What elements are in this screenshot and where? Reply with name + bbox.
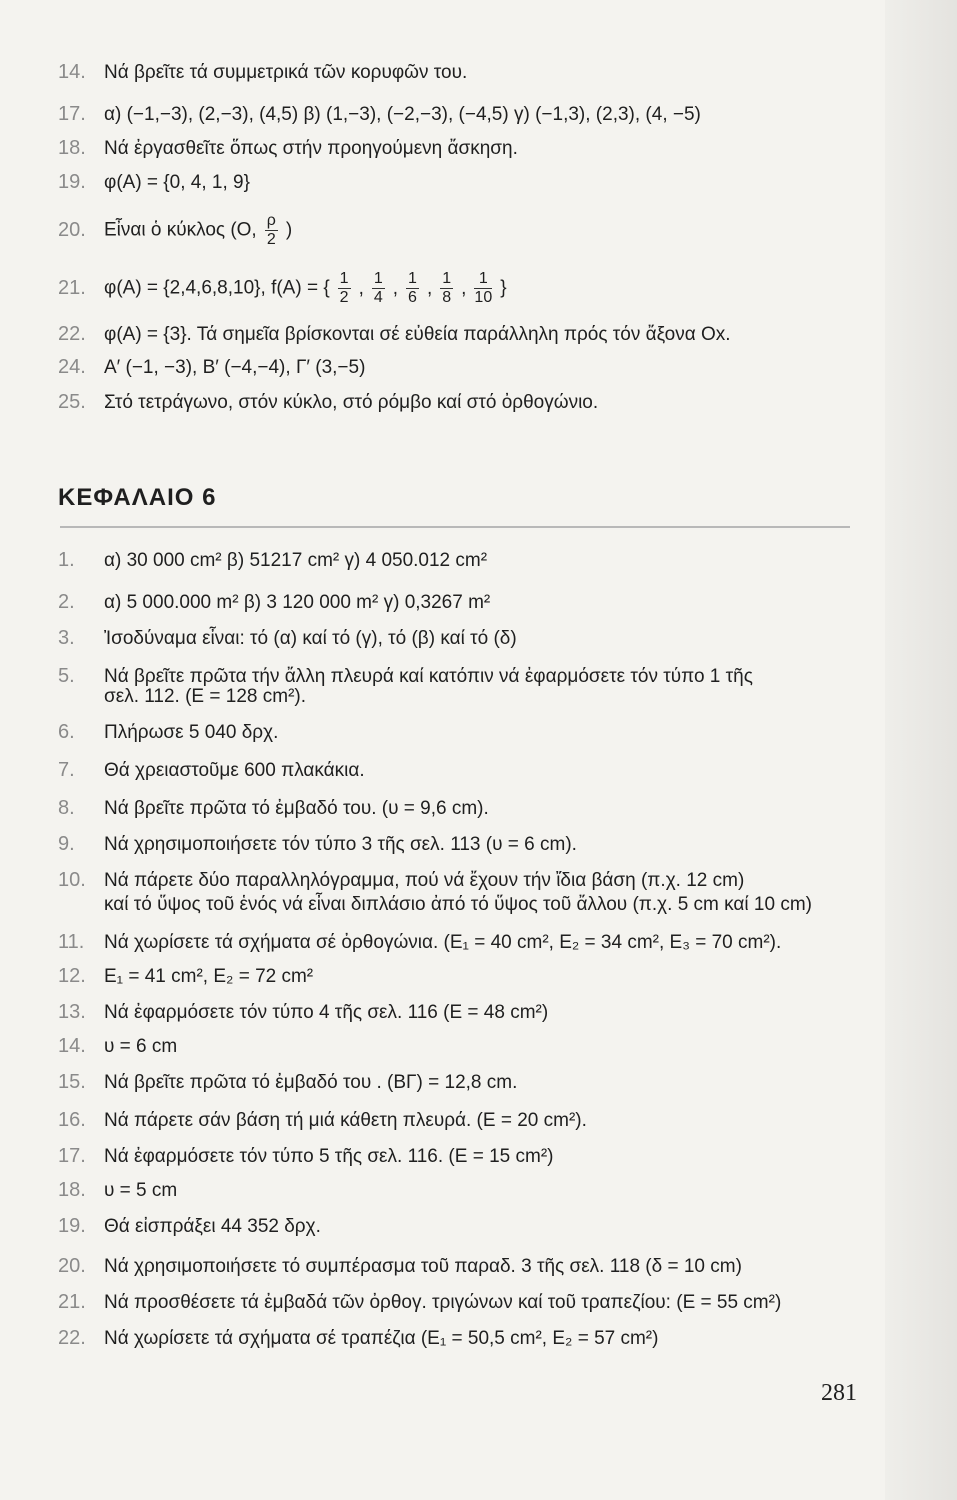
answer-number: 20. (58, 218, 86, 241)
answer-number: 18. (58, 1179, 86, 1201)
answer-number: 16. (58, 1109, 86, 1131)
answer-text: α) 5 000.000 m² β) 3 120 000 m² γ) 0,3267 m² (104, 592, 491, 613)
answer-number: 17. (58, 103, 86, 125)
answer-line (58, 1144, 553, 1169)
fraction-list: $\frac{1}{2}$ , $\frac{1}{4}$ , $\frac{1}{6}$ , $\frac{1}{8}$ , $\frac{1}{10}$ (339, 270, 493, 306)
answer-text: υ = 5 cm (104, 1180, 178, 1201)
fraction: $\frac{1}{2}$ (339, 270, 349, 306)
answer-line (58, 832, 577, 857)
answer-continuation (104, 686, 306, 708)
fraction: $\frac{\rho}{2}$ (266, 212, 276, 248)
page-edge-shadow (885, 0, 957, 1500)
answer-line (58, 102, 701, 127)
answer-text: Θά χρειαστοῦμε 600 πλακάκια. (104, 760, 365, 781)
answer-line (58, 796, 489, 821)
answer-number: 5. (58, 665, 75, 687)
answer-number: 7. (58, 759, 75, 781)
answer-20: 20. Εἶναι ὁ κύκλος (Ο, $\frac{\rho}{2}$ ) (58, 212, 293, 248)
answer-number: 22. (58, 323, 86, 345)
divider (60, 526, 850, 528)
answer-text: Νά προσθέσετε τά ἐμβαδά τῶν ὀρθογ. τριγώνων καί τοῦ τραπεζίου: (Ε = 55 cm²) (104, 1292, 782, 1313)
answer-text: Νά ἐφαρμόσετε τόν τύπο 4 τῆς σελ. 116 (Ε = 48 cm²) (104, 1002, 549, 1023)
answer-text: Νά ἐργασθεῖτε ὅπως στήν προηγούμενη ἄσκηση. (104, 138, 518, 159)
fraction: $\frac{1}{6}$ (408, 270, 417, 306)
answer-line (58, 1108, 587, 1133)
answer-number: 20. (58, 1255, 86, 1277)
answer-number: 11. (58, 931, 85, 953)
answer-text: Ε₁ = 41 cm², Ε₂ = 72 cm² (104, 966, 314, 987)
answer-text: υ = 6 cm (104, 1036, 178, 1057)
answer-number: 2. (58, 591, 75, 613)
answer-text: Νά χρησιμοποιήσετε τό συμπέρασμα τοῦ παραδ. 3 τῆς σελ. 118 (δ = 10 cm) (104, 1256, 742, 1277)
answer-line (58, 1000, 548, 1025)
answer-number: 12. (58, 965, 86, 987)
answer-line (58, 1290, 781, 1315)
page-number: 281 (821, 1380, 857, 1406)
answer-number: 3. (58, 627, 75, 649)
answer-21: 21. φ(Α) = {2,4,6,8,10}, f(Α) = { $\frac{1}{2}$ , $\frac{1}{4}$ , $\frac{1}{6}$ , $\frac{1}{8}$ , $\frac{1}{10}$ } (58, 270, 507, 306)
answer-text: σελ. 112. (Ε = 128 cm²). (104, 686, 306, 707)
answer-line (58, 1178, 177, 1203)
answer-line (58, 390, 598, 415)
answer-text: Νά βρεῖτε πρῶτα τήν ἄλλη πλευρά καί κατόπιν νά ἐφαρμόσετε τόν τύπο 1 τῆς (104, 666, 753, 687)
answer-text: α) 30 000 cm² β) 51217 cm² γ) 4 050.012 cm² (104, 550, 488, 571)
answer-line (58, 720, 278, 745)
answer-line (58, 758, 365, 783)
answer-line (58, 1326, 658, 1351)
answer-number: 1. (58, 549, 75, 571)
answer-line (58, 1254, 742, 1279)
answer-number: 24. (58, 356, 86, 378)
answer-line (58, 590, 490, 615)
answer-number: 21. (58, 276, 86, 299)
answer-text: Νά πάρετε σάν βάση τή μιά κάθετη πλευρά. (Ε = 20 cm²). (104, 1110, 587, 1131)
answer-line (58, 322, 731, 347)
answer-text: Νά χρησιμοποιήσετε τόν τύπο 3 τῆς σελ. 113 (υ = 6 cm). (104, 834, 577, 855)
answer-text: Νά ἐφαρμόσετε τόν τύπο 5 τῆς σελ. 116. (Ε = 15 cm²) (104, 1146, 554, 1167)
answer-number: 25. (58, 391, 86, 413)
answer-number: 19. (58, 171, 86, 193)
answer-line (58, 626, 517, 651)
answer-line (58, 930, 781, 955)
answer-text: φ(Α) = {3}. Τά σημεῖα βρίσκονται σέ εὐθεία παράλληλη πρός τόν ἄξονα Ox. (104, 324, 731, 345)
answer-number: 14. (58, 1035, 86, 1057)
answer-number: 22. (58, 1327, 86, 1349)
answer-text: Α′ (−1, −3), Β′ (−4,−4), Γ′ (3,−5) (104, 357, 366, 378)
answer-number: 6. (58, 721, 75, 743)
answer-text: Θά εἰσπράξει 44 352 δρχ. (104, 1216, 321, 1237)
answer-text: Νά βρεῖτε τά συμμετρικά τῶν κορυφῶν του. (104, 62, 468, 83)
answer-number: 15. (58, 1071, 86, 1093)
answer-text: Νά πάρετε δύο παραλληλόγραμμα, πού νά ἔχουν τήν ἴδια βάση (π.χ. 12 cm) (104, 870, 745, 891)
answer-continuation (104, 894, 812, 916)
answer-number: 18. (58, 137, 86, 159)
answer-line (58, 1214, 321, 1239)
answer-number: 10. (58, 869, 86, 891)
answer-line (58, 136, 518, 161)
answer-line (58, 1070, 517, 1095)
answer-line (58, 1034, 177, 1059)
answer-line (58, 170, 250, 195)
answer-number: 17. (58, 1145, 86, 1167)
answer-text: Νά βρεῖτε πρῶτα τό ἐμβαδό του . (ΒΓ) = 12,8 cm. (104, 1072, 518, 1093)
answer-line (58, 548, 487, 573)
answer-number: 13. (58, 1001, 86, 1023)
answer-number: 9. (58, 833, 75, 855)
answer-line (58, 355, 365, 380)
answer-number: 19. (58, 1215, 86, 1237)
answer-text: Ἰσοδύναμα εἶναι: τό (α) καί τό (γ), τό (β) καί τό (δ) (104, 628, 517, 649)
fraction: $\frac{1}{8}$ (442, 270, 452, 306)
fraction: $\frac{1}{4}$ (373, 270, 383, 306)
answer-line (58, 964, 313, 989)
chapter-heading: ΚΕΦΑΛΑΙΟ 6 (58, 484, 217, 511)
answer-text: Στό τετράγωνο, στόν κύκλο, στό ρόμβο καί στό ὀρθογώνιο. (104, 392, 599, 413)
answer-number: 8. (58, 797, 75, 819)
answer-text: Νά βρεῖτε πρῶτα τό ἐμβαδό του. (υ = 9,6 cm). (104, 798, 489, 819)
answer-number: 14. (58, 61, 86, 83)
answer-number: 21. (58, 1291, 86, 1313)
answer-line (58, 60, 467, 85)
answer-text: Νά χωρίσετε τά σχήματα σέ ὀρθογώνια. (Ε₁ = 40 cm², Ε₂ = 34 cm², Ε₃ = 70 cm²). (104, 932, 782, 953)
fraction: $\frac{1}{10}$ (474, 270, 493, 306)
answer-line (58, 868, 744, 893)
answer-text: καί τό ὕψος τοῦ ἑνός νά εἶναι διπλάσιο ἀπό τό ὕψος τοῦ ἄλλου (π.χ. 5 cm καί 10 cm) (104, 894, 812, 915)
answer-text: φ(Α) = {0, 4, 1, 9} (104, 172, 250, 193)
answer-text: Νά χωρίσετε τά σχήματα σέ τραπέζια (Ε₁ = 50,5 cm², Ε₂ = 57 cm²) (104, 1328, 659, 1349)
answer-text: Πλήρωσε 5 040 δρχ. (104, 722, 279, 743)
answer-text: α) (−1,−3), (2,−3), (4,5) β) (1,−3), (−2,−3), (−4,5) γ) (−1,3), (2,3), (4, −5) (104, 104, 701, 125)
